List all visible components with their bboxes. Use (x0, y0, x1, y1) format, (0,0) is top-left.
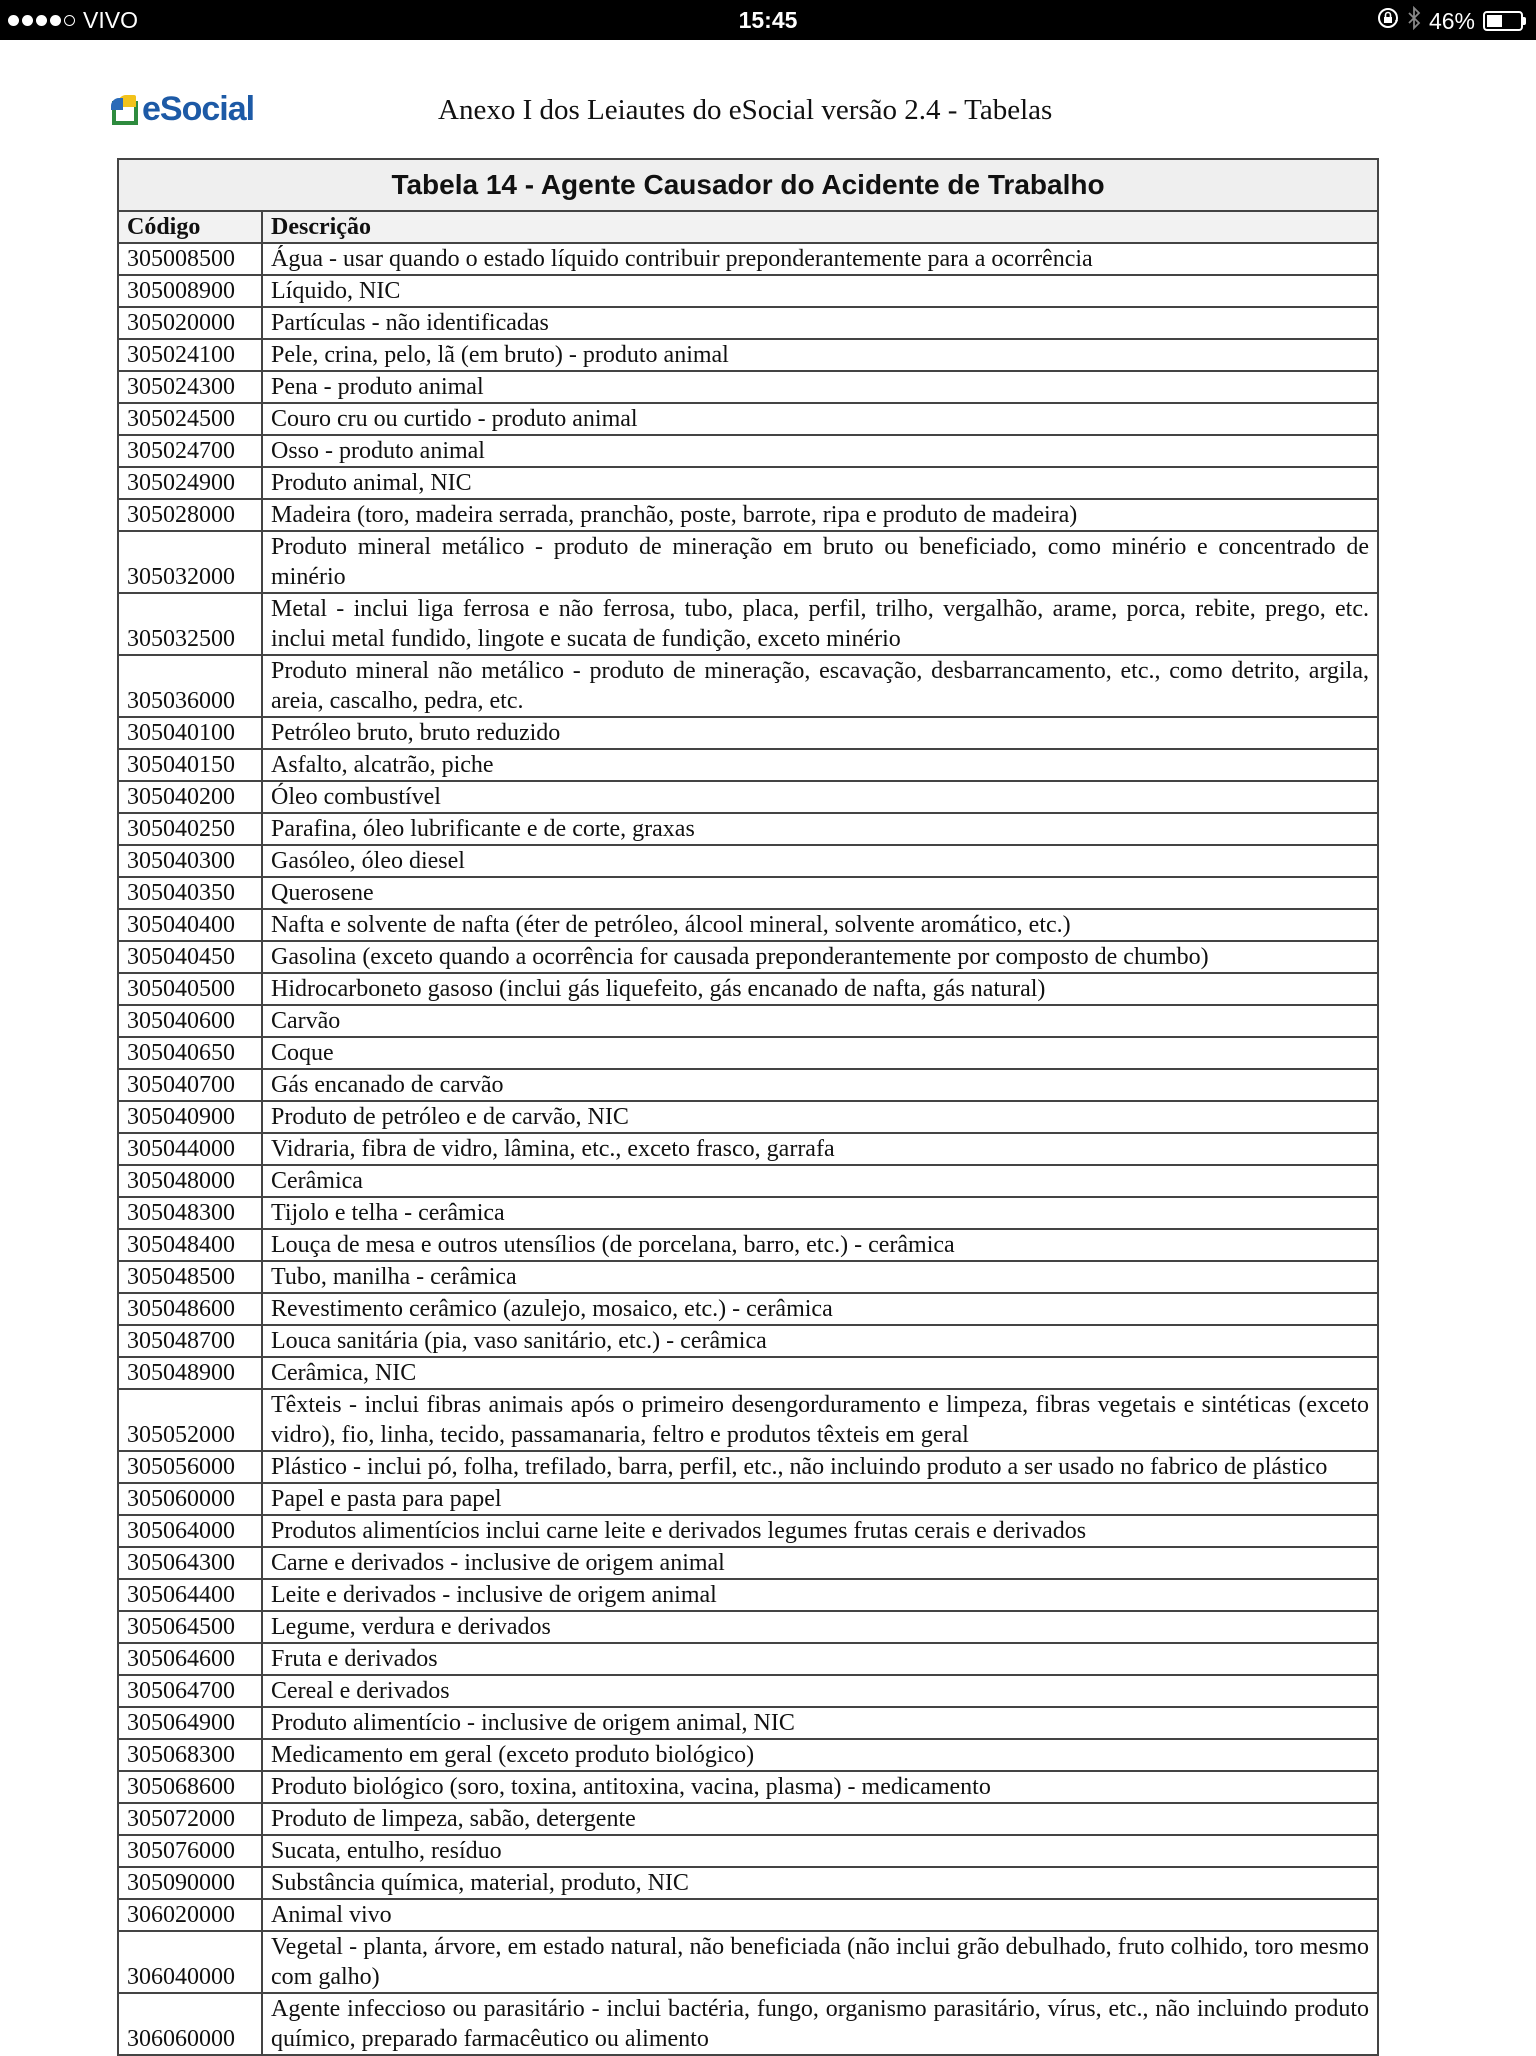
code-cell: 305064600 (118, 1643, 262, 1675)
description-cell: Têxteis - inclui fibras animais após o primeiro desengorduramento e limpeza, fibras vegetais e sintéticas (exceto vidro), fio, linha, tecido, passamanaria, feltro e produtos têxteis em geral (262, 1389, 1378, 1451)
description-cell: Tijolo e telha - cerâmica (262, 1197, 1378, 1229)
table-row (118, 403, 1378, 435)
table-row (118, 1483, 1378, 1515)
code-cell: 305052000 (118, 1389, 262, 1451)
description-cell: Parafina, óleo lubrificante e de corte, graxas (262, 813, 1378, 845)
code-cell: 305048900 (118, 1357, 262, 1389)
table-row (118, 1165, 1378, 1197)
code-cell: 305008500 (118, 243, 262, 275)
table-row (118, 1293, 1378, 1325)
description-cell: Louça de mesa e outros utensílios (de porcelana, barro, etc.) - cerâmica (262, 1229, 1378, 1261)
code-cell: 306020000 (118, 1899, 262, 1931)
description-cell: Sucata, entulho, resíduo (262, 1835, 1378, 1867)
description-cell: Cerâmica, NIC (262, 1357, 1378, 1389)
description-cell: Tubo, manilha - cerâmica (262, 1261, 1378, 1293)
description-cell: Metal - inclui liga ferrosa e não ferrosa, tubo, placa, perfil, trilho, vergalhão, arame, porca, rebite, prego, etc. inclui metal fundido, lingote e sucata de fundição, exceto minério (262, 593, 1378, 655)
code-cell: 305048500 (118, 1261, 262, 1293)
code-cell: 305024500 (118, 403, 262, 435)
table-row (118, 1325, 1378, 1357)
code-cell: 305064400 (118, 1579, 262, 1611)
code-cell: 305040600 (118, 1005, 262, 1037)
description-cell: Osso - produto animal (262, 435, 1378, 467)
bluetooth-icon (1407, 6, 1421, 36)
battery-icon (1483, 11, 1523, 31)
table-row (118, 1675, 1378, 1707)
table-row (118, 275, 1378, 307)
code-cell: 305024700 (118, 435, 262, 467)
description-cell: Pena - produto animal (262, 371, 1378, 403)
description-cell: Gasóleo, óleo diesel (262, 845, 1378, 877)
table-row (118, 1261, 1378, 1293)
table-row (118, 1611, 1378, 1643)
table-row (118, 1547, 1378, 1579)
esocial-logo-icon (110, 95, 140, 125)
description-cell: Papel e pasta para papel (262, 1483, 1378, 1515)
table-row (118, 1643, 1378, 1675)
code-cell: 305036000 (118, 655, 262, 717)
code-cell: 305068600 (118, 1771, 262, 1803)
code-cell: 305024300 (118, 371, 262, 403)
column-header-description: Descrição (262, 211, 1378, 243)
code-cell: 305040250 (118, 813, 262, 845)
description-cell: Agente infeccioso ou parasitário - inclui bactéria, fungo, organismo parasitário, vírus, etc., não incluindo produto químico, preparado farmacêutico ou alimento (262, 1993, 1378, 2055)
code-cell: 305048600 (118, 1293, 262, 1325)
table-row (118, 655, 1378, 717)
description-cell: Louca sanitária (pia, vaso sanitário, etc.) - cerâmica (262, 1325, 1378, 1357)
description-cell: Fruta e derivados (262, 1643, 1378, 1675)
table-row (118, 1357, 1378, 1389)
description-cell: Legume, verdura e derivados (262, 1611, 1378, 1643)
table-row (118, 973, 1378, 1005)
code-cell: 305064500 (118, 1611, 262, 1643)
description-cell: Produto animal, NIC (262, 467, 1378, 499)
code-cell: 305040100 (118, 717, 262, 749)
description-cell: Querosene (262, 877, 1378, 909)
table-row (118, 499, 1378, 531)
description-cell: Produto alimentício - inclusive de origem animal, NIC (262, 1707, 1378, 1739)
table-row (118, 1835, 1378, 1867)
code-cell: 305068300 (118, 1739, 262, 1771)
description-cell: Água - usar quando o estado líquido contribuir preponderantemente para a ocorrência (262, 243, 1378, 275)
table-row (118, 1197, 1378, 1229)
description-cell: Produto mineral não metálico - produto de mineração, escavação, desbarrancamento, etc., como detrito, argila, areia, cascalho, pedra, etc. (262, 655, 1378, 717)
table-row (118, 1037, 1378, 1069)
logo-text: eSocial (142, 90, 255, 128)
table-row (118, 243, 1378, 275)
code-cell: 305056000 (118, 1451, 262, 1483)
table-row (118, 1515, 1378, 1547)
status-icons (1377, 6, 1526, 36)
code-cell: 305044000 (118, 1133, 262, 1165)
description-cell: Substância química, material, produto, NIC (262, 1867, 1378, 1899)
code-cell: 305040200 (118, 781, 262, 813)
table-row (118, 1803, 1378, 1835)
description-cell: Asfalto, alcatrão, piche (262, 749, 1378, 781)
code-cell: 305040450 (118, 941, 262, 973)
table-row (118, 909, 1378, 941)
description-cell: Revestimento cerâmico (azulejo, mosaico, etc.) - cerâmica (262, 1293, 1378, 1325)
code-cell: 306060000 (118, 1993, 262, 2055)
code-cell: 305076000 (118, 1835, 262, 1867)
description-cell: Partículas - não identificadas (262, 307, 1378, 339)
code-cell: 305032500 (118, 593, 262, 655)
table-row (118, 877, 1378, 909)
code-cell: 305064700 (118, 1675, 262, 1707)
table-row (118, 1739, 1378, 1771)
table-row (118, 339, 1378, 371)
table-row (118, 1101, 1378, 1133)
code-cell: 305040650 (118, 1037, 262, 1069)
table-row (118, 1451, 1378, 1483)
table-row (118, 593, 1378, 655)
table-row (118, 1899, 1378, 1931)
description-cell: Gasolina (exceto quando a ocorrência for causada preponderantemente por composto de chumbo) (262, 941, 1378, 973)
code-cell: 305040350 (118, 877, 262, 909)
table-row (118, 1707, 1378, 1739)
code-cell: 305040150 (118, 749, 262, 781)
agent-table (117, 158, 1379, 2056)
table-row (118, 1005, 1378, 1037)
table-row (118, 1931, 1378, 1993)
document-title: Anexo I dos Leiautes do eSocial versão 2.4 - Tabelas (438, 94, 1053, 126)
description-cell: Líquido, NIC (262, 275, 1378, 307)
description-cell: Produto biológico (soro, toxina, antitoxina, vacina, plasma) - medicamento (262, 1771, 1378, 1803)
code-cell: 305048000 (118, 1165, 262, 1197)
description-cell: Coque (262, 1037, 1378, 1069)
description-cell: Produto mineral metálico - produto de mineração em bruto ou beneficiado, como minério e concentrado de minério (262, 531, 1378, 593)
code-cell: 305040900 (118, 1101, 262, 1133)
description-cell: Carne e derivados - inclusive de origem animal (262, 1547, 1378, 1579)
esocial-logo (110, 90, 254, 129)
description-cell: Produto de limpeza, sabão, detergente (262, 1803, 1378, 1835)
status-bar (0, 0, 1536, 40)
table-row (118, 467, 1378, 499)
document-header (110, 88, 1410, 138)
code-cell: 305064300 (118, 1547, 262, 1579)
code-cell: 305028000 (118, 499, 262, 531)
table-row (118, 1771, 1378, 1803)
description-cell: Plástico - inclui pó, folha, trefilado, barra, perfil, etc., não incluindo produto a ser usado no fabrico de plástico (262, 1451, 1378, 1483)
description-cell: Petróleo bruto, bruto reduzido (262, 717, 1378, 749)
table-row (118, 749, 1378, 781)
table-row (118, 717, 1378, 749)
description-cell: Vidraria, fibra de vidro, lâmina, etc., exceto frasco, garrafa (262, 1133, 1378, 1165)
description-cell: Óleo combustível (262, 781, 1378, 813)
battery-percent: 46% (1428, 7, 1475, 34)
table-row (118, 781, 1378, 813)
table-row (118, 845, 1378, 877)
description-cell: Medicamento em geral (exceto produto biológico) (262, 1739, 1378, 1771)
table-row (118, 1069, 1378, 1101)
table-title: Tabela 14 - Agente Causador do Acidente de Trabalho (118, 159, 1378, 211)
rotation-lock-icon (1377, 7, 1399, 35)
table-row (118, 1579, 1378, 1611)
code-cell: 305048300 (118, 1197, 262, 1229)
table-row (118, 371, 1378, 403)
code-cell: 305060000 (118, 1483, 262, 1515)
description-cell: Couro cru ou curtido - produto animal (262, 403, 1378, 435)
code-cell: 305032000 (118, 531, 262, 593)
table-row (118, 307, 1378, 339)
table-row (118, 1389, 1378, 1451)
carrier-name: VIVO (83, 7, 138, 33)
code-cell: 305064000 (118, 1515, 262, 1547)
code-cell: 305040400 (118, 909, 262, 941)
description-cell: Hidrocarboneto gasoso (inclui gás liquefeito, gás encanado de nafta, gás natural) (262, 973, 1378, 1005)
code-cell: 305024100 (118, 339, 262, 371)
description-cell: Carvão (262, 1005, 1378, 1037)
table-body (118, 243, 1378, 2055)
code-cell: 305008900 (118, 275, 262, 307)
column-header-code: Código (118, 211, 262, 243)
description-cell: Gás encanado de carvão (262, 1069, 1378, 1101)
code-cell: 305072000 (118, 1803, 262, 1835)
table-row (118, 1229, 1378, 1261)
table-row (118, 1867, 1378, 1899)
code-cell: 305048700 (118, 1325, 262, 1357)
table-row (118, 531, 1378, 593)
description-cell: Produtos alimentícios inclui carne leite e derivados legumes frutas cerais e derivados (262, 1515, 1378, 1547)
table-row (118, 941, 1378, 973)
description-cell: Leite e derivados - inclusive de origem animal (262, 1579, 1378, 1611)
description-cell: Nafta e solvente de nafta (éter de petróleo, álcool mineral, solvente aromático, etc.) (262, 909, 1378, 941)
code-cell: 305040500 (118, 973, 262, 1005)
description-cell: Animal vivo (262, 1899, 1378, 1931)
code-cell: 305040700 (118, 1069, 262, 1101)
table-row (118, 813, 1378, 845)
code-cell: 305024900 (118, 467, 262, 499)
description-cell: Cereal e derivados (262, 1675, 1378, 1707)
description-cell: Vegetal - planta, árvore, em estado natural, não beneficiada (não inclui grão debulhado, fruto colhido, toro mesmo com galho) (262, 1931, 1378, 1993)
code-cell: 305090000 (118, 1867, 262, 1899)
code-cell: 306040000 (118, 1931, 262, 1993)
code-cell: 305048400 (118, 1229, 262, 1261)
code-cell: 305020000 (118, 307, 262, 339)
description-cell: Madeira (toro, madeira serrada, pranchão, poste, barrote, ripa e produto de madeira) (262, 499, 1378, 531)
table-row (118, 1133, 1378, 1165)
code-cell: 305040300 (118, 845, 262, 877)
table-row (118, 1993, 1378, 2055)
clock: 15:45 (738, 7, 798, 33)
description-cell: Pele, crina, pelo, lã (em bruto) - produto animal (262, 339, 1378, 371)
description-cell: Cerâmica (262, 1165, 1378, 1197)
code-cell: 305064900 (118, 1707, 262, 1739)
table-row (118, 435, 1378, 467)
description-cell: Produto de petróleo e de carvão, NIC (262, 1101, 1378, 1133)
